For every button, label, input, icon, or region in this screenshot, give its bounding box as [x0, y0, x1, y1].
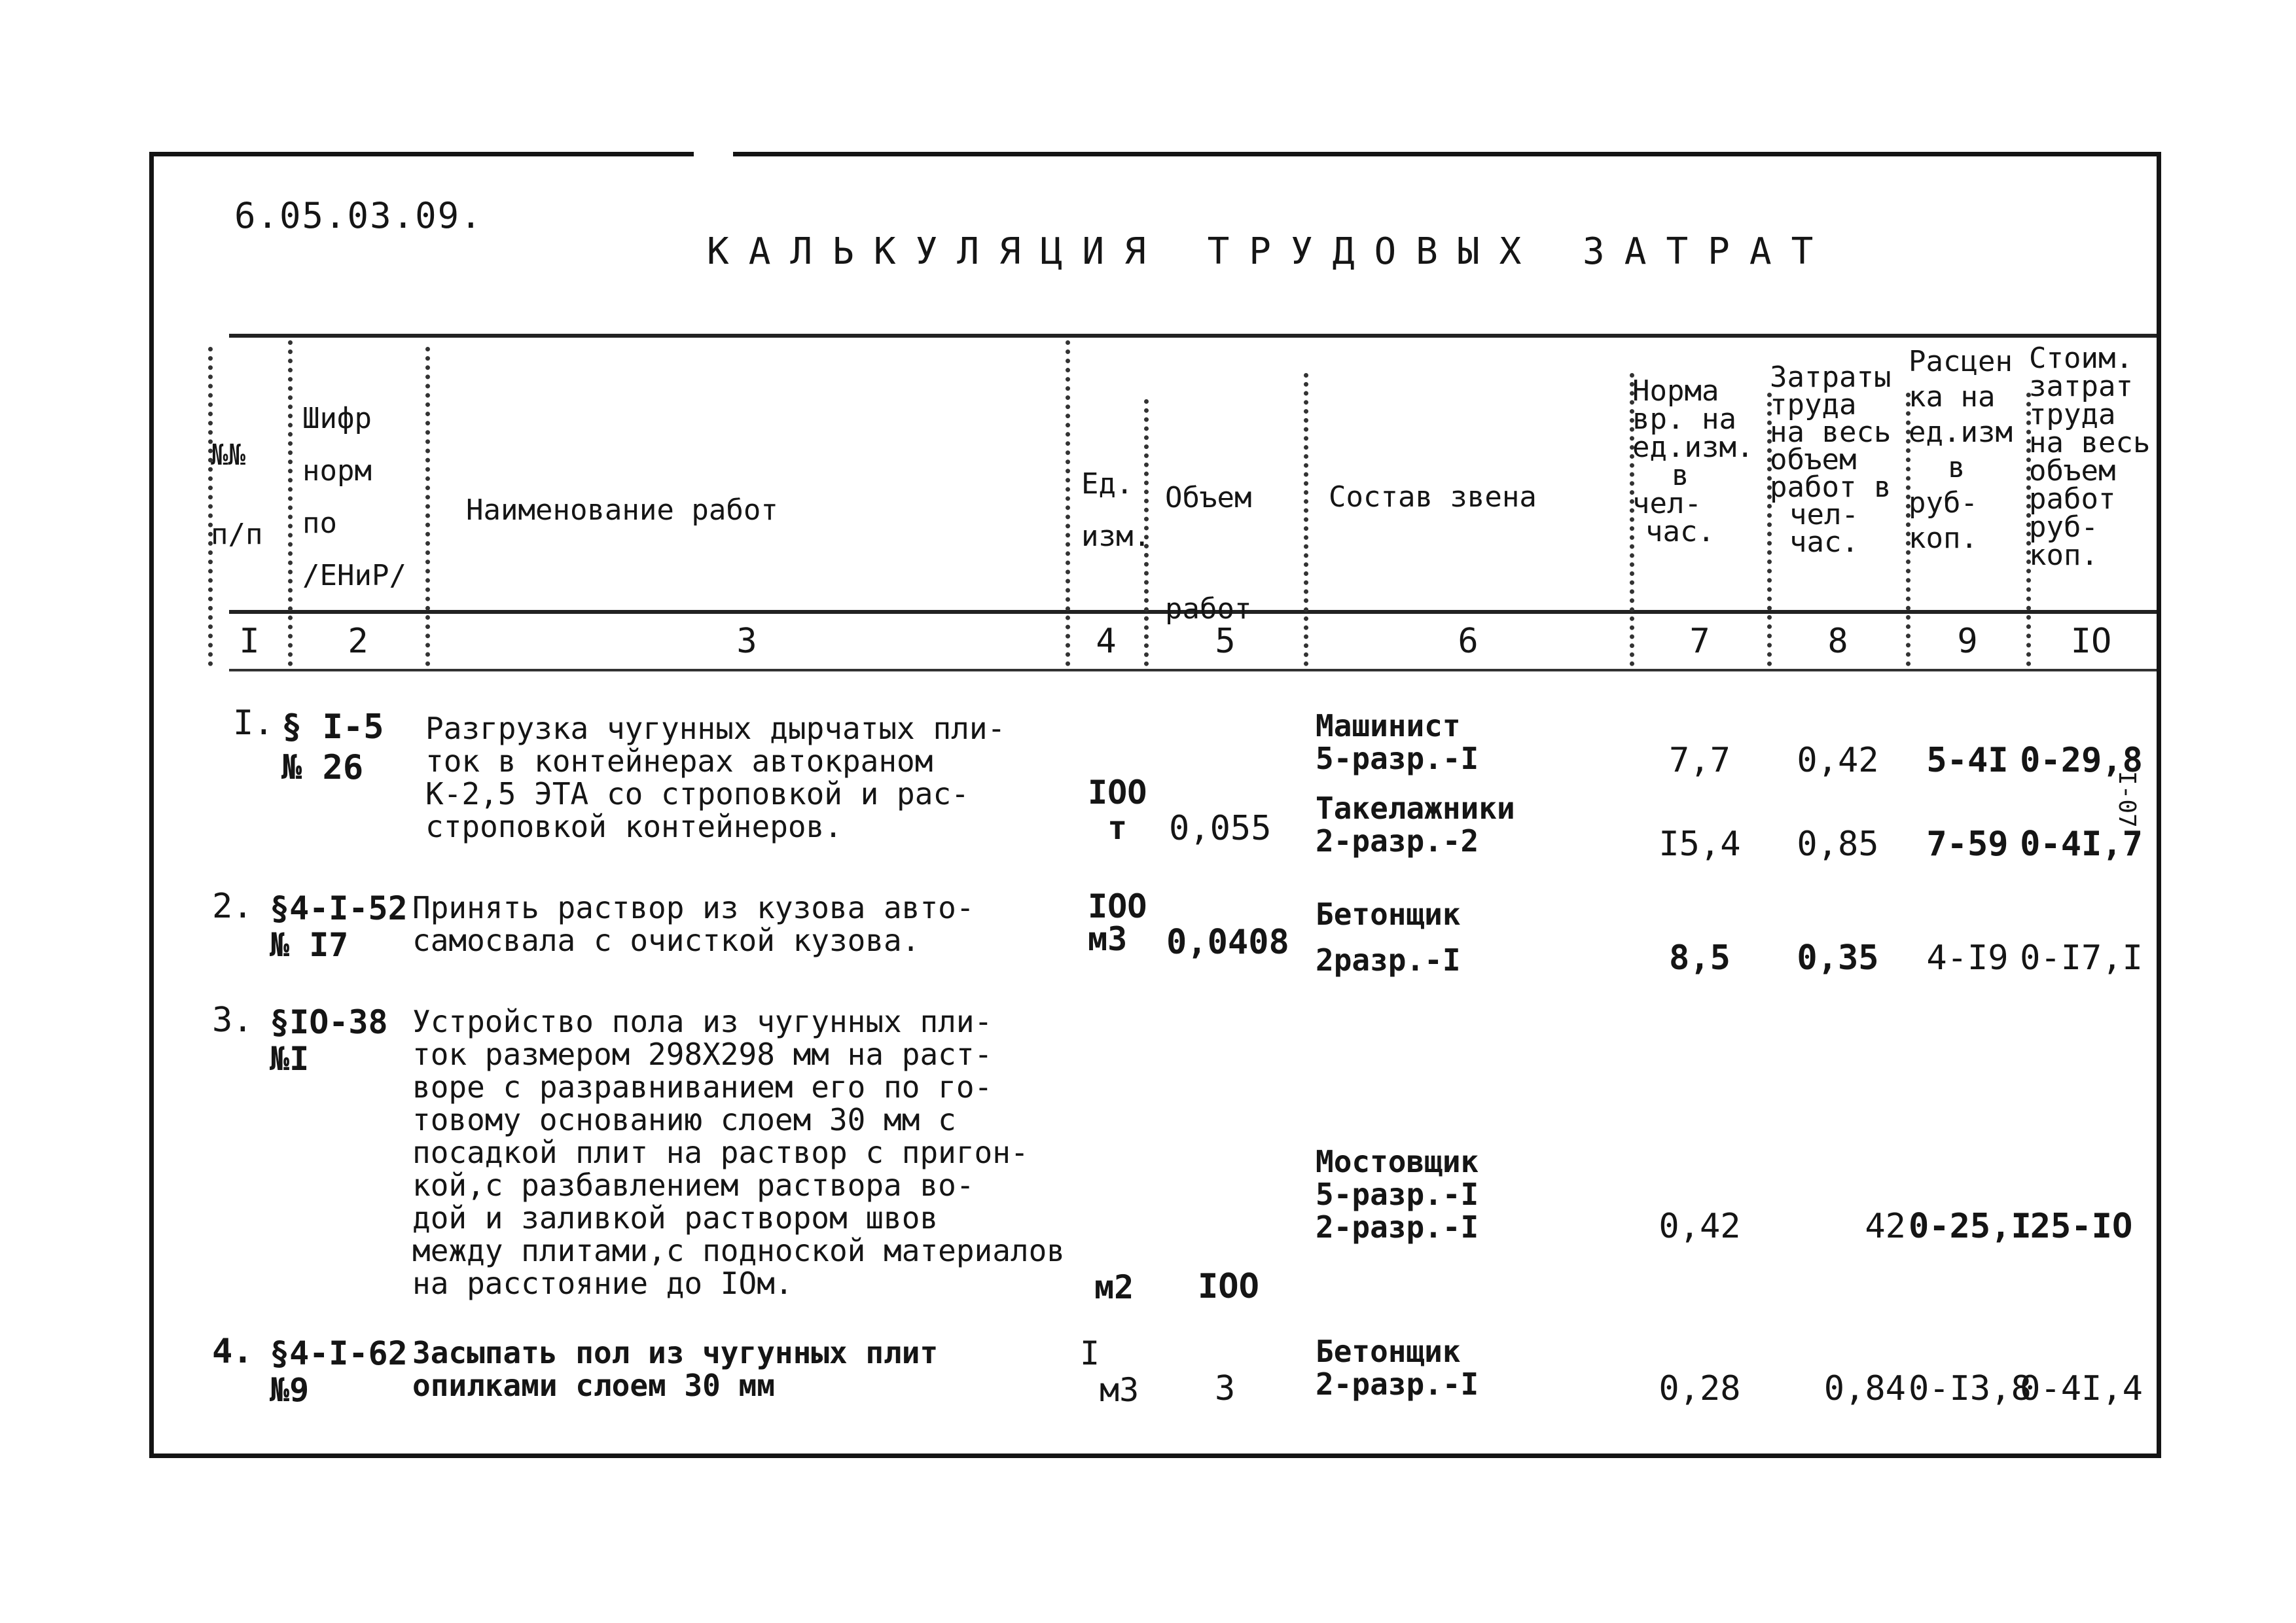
- row-3-labor: 42: [1865, 1207, 1906, 1246]
- row-1-norm-2: I5,4: [1659, 825, 1741, 864]
- row-1-crew-2: Такелажники 2-разр.-2: [1316, 791, 1515, 859]
- col-number-6: 6: [1458, 622, 1479, 661]
- header-col-3: Наименование работ: [466, 493, 778, 527]
- header-col-4: Ед. изм.: [1081, 467, 1151, 553]
- col-number-3: 3: [736, 622, 757, 661]
- row-1-volume: 0,055: [1169, 809, 1272, 848]
- row-2-crew: Бетонщик 2разр.-I: [1316, 897, 1461, 978]
- header-col-6: Состав звена: [1329, 480, 1537, 514]
- row-3-num: 3.: [212, 1001, 253, 1040]
- row-1-cost-1: 0-29,8: [2020, 741, 2143, 780]
- column-numbers-rule: [229, 669, 2157, 671]
- row-1-num: I.: [233, 704, 274, 743]
- col-number-7: 7: [1689, 622, 1710, 661]
- header-top-rule: [229, 334, 2157, 338]
- header-col-10: Стоим. затрат труда на весь объем работ руб- коп.: [2029, 342, 2151, 572]
- row-1-crew-1: Машинист 5-разр.-I: [1316, 708, 1479, 776]
- col-sep-3: [1066, 340, 1070, 666]
- col-number-8: 8: [1827, 622, 1848, 661]
- row-3-volume: IOO: [1198, 1267, 1259, 1306]
- row-3-name: Устройство пола из чугунных пли- ток размером 298Х298 мм на раст- воре с разравниванием его по го- товому основанию слоем 30 мм с посадкой плит на раствор с пригон- кой,с разбавлением раствора во- дой и заливкой раствором швов между плитами,с подноской материалов на расстояние до IOм.: [412, 1004, 1065, 1301]
- row-4-rate: 0-I3,8: [1909, 1369, 2032, 1408]
- col-number-2: 2: [348, 622, 368, 661]
- row-4-cost: 0-4I,4: [2020, 1369, 2143, 1408]
- header-col-2: Шифр норм по /ЕНиР/: [302, 402, 406, 592]
- row-3-norm: 0,42: [1659, 1207, 1741, 1246]
- row-1-labor-2: 0,85: [1797, 825, 1879, 864]
- row-4-unit: I м3: [1080, 1334, 1139, 1409]
- row-2-code: §4-I-52 № I7: [270, 889, 408, 964]
- row-2-cost: 0-I7,I: [2020, 938, 2143, 978]
- col-number-9: 9: [1957, 622, 1978, 661]
- col-number-5: 5: [1215, 622, 1236, 661]
- row-4-crew: Бетонщик 2-разр.-I: [1316, 1334, 1479, 1402]
- row-3-unit: м2: [1094, 1268, 1134, 1306]
- row-3-cost: 25-IO: [2030, 1207, 2133, 1246]
- row-2-name: Принять раствор из кузова авто- самосвала с очисткой кузова.: [412, 890, 975, 958]
- row-4-num: 4.: [212, 1332, 253, 1371]
- col-number-1: I: [239, 622, 260, 661]
- row-2-labor: 0,35: [1797, 938, 1879, 978]
- row-2-num: 2.: [212, 887, 253, 926]
- row-3-rate: 0-25,I: [1909, 1207, 2032, 1246]
- header-col-5: Объем работ: [1165, 481, 1252, 626]
- document-code: 6.05.03.09.: [234, 195, 483, 236]
- header-col-8: Затраты труда на весь объем работ в чел- час.: [1770, 361, 1892, 559]
- row-3-crew: Мостовщик 5-разр.-I 2-разр.-I: [1316, 1144, 1479, 1245]
- col-sep-2: [425, 347, 430, 666]
- row-2-rate: 4-I9: [1926, 938, 2009, 978]
- row-3-code: §IO-38 №I: [270, 1003, 388, 1078]
- col-number-10: IO: [2070, 622, 2112, 661]
- document-title: КАЛЬКУЛЯЦИЯ ТРУДОВЫХ ЗАТРАТ: [707, 230, 1833, 273]
- row-2-norm: 8,5: [1669, 938, 1731, 978]
- row-1-cost-2: 0-4I,7: [2020, 825, 2143, 864]
- header-col-9: Расцен ка на ед.изм в руб- коп.: [1909, 345, 2013, 555]
- row-4-norm: 0,28: [1659, 1369, 1741, 1408]
- row-4-name: Засыпать пол из чугунных плит опилками слоем 30 мм: [412, 1335, 939, 1403]
- row-1-name: Разгрузка чугунных дырчатых пли- ток в контейнерах автокраном К-2,5 ЭТА со строповкой и рас- строповкой контейнеров.: [425, 711, 1006, 844]
- row-1-margin-note: I-07: [2113, 771, 2140, 828]
- row-1-rate-2: 7-59: [1926, 825, 2009, 864]
- frame-gap: [694, 148, 733, 158]
- row-4-code: §4-I-62 №9: [270, 1334, 408, 1409]
- row-4-volume: 3: [1215, 1369, 1236, 1408]
- row-1-labor-1: 0,42: [1797, 741, 1879, 780]
- row-1-norm-1: 7,7: [1669, 741, 1731, 780]
- col-number-4: 4: [1096, 622, 1117, 661]
- row-4-labor: 0,84: [1823, 1369, 1906, 1408]
- row-2-volume: 0,0408: [1166, 923, 1289, 962]
- row-1-rate-1: 5-4I: [1926, 741, 2009, 780]
- row-2-unit: IOO м3: [1088, 887, 1147, 958]
- col-sep-1: [288, 340, 293, 666]
- header-col-7: Норма вр. на ед.изм. в чел- час.: [1632, 374, 1754, 548]
- row-1-unit: IOO т: [1088, 774, 1147, 847]
- header-col-1: №№ п/п: [211, 438, 263, 551]
- row-1-code: § I-5 № 26: [281, 707, 384, 787]
